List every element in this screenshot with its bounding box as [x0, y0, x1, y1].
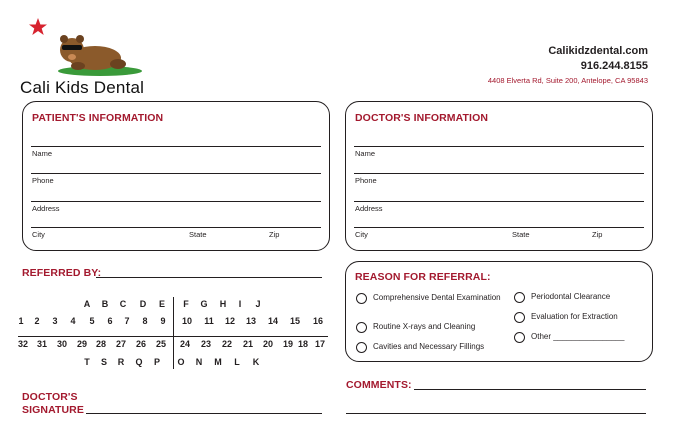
tooth-P[interactable]: P [153, 357, 160, 367]
reason-option[interactable]: Cavities and Necessary Fillings [356, 342, 516, 353]
bear-logo-icon [20, 14, 150, 80]
doctor-zip-label: Zip [592, 230, 603, 239]
tooth-S[interactable]: S [100, 357, 107, 367]
tooth-13[interactable]: 13 [245, 316, 256, 326]
doctor-phone-label: Phone [355, 176, 377, 185]
comments-label: COMMENTS: [346, 379, 412, 391]
radio-icon [356, 322, 367, 333]
doctor-state-label: State [512, 230, 530, 239]
tooth-23[interactable]: 23 [200, 339, 211, 349]
tooth-T[interactable]: T [84, 357, 90, 367]
tooth-M[interactable]: M [214, 357, 222, 367]
tooth-20[interactable]: 20 [262, 339, 273, 349]
tooth-A[interactable]: A [83, 299, 91, 309]
reason-option[interactable]: Comprehensive Dental Examination [356, 293, 516, 304]
tooth-31[interactable]: 31 [36, 339, 47, 349]
signature-field[interactable] [86, 413, 322, 414]
patient-address-label: Address [32, 204, 60, 213]
tooth-28[interactable]: 28 [95, 339, 106, 349]
tooth-I[interactable]: I [238, 299, 242, 309]
tooth-25[interactable]: 25 [155, 339, 166, 349]
signature-label-line1: DOCTOR'S [22, 391, 78, 403]
tooth-N[interactable]: N [195, 357, 203, 367]
reason-option[interactable]: Evaluation for Extraction [514, 312, 649, 323]
patient-address-field[interactable] [31, 227, 321, 228]
website: Calikidzdental.com [548, 45, 648, 57]
tooth-18[interactable]: 18 [297, 339, 308, 349]
tooth-E[interactable]: E [158, 299, 165, 309]
referred-by-field[interactable] [96, 277, 322, 278]
doctor-address-label: Address [355, 204, 383, 213]
phone-number: 916.244.8155 [580, 60, 648, 72]
tooth-5[interactable]: 5 [89, 316, 95, 326]
referred-by-label: REFERRED BY: [22, 267, 102, 279]
tooth-17[interactable]: 17 [314, 339, 325, 349]
tooth-3[interactable]: 3 [52, 316, 58, 326]
tooth-30[interactable]: 30 [56, 339, 67, 349]
doctor-name-label: Name [355, 149, 376, 158]
tooth-1[interactable]: 1 [18, 316, 24, 326]
radio-icon [514, 312, 525, 323]
tooth-6[interactable]: 6 [107, 316, 113, 326]
reason-option[interactable]: Periodontal Clearance [514, 292, 649, 303]
star-icon [29, 18, 47, 35]
tooth-C[interactable]: C [119, 299, 127, 309]
tooth-15[interactable]: 15 [289, 316, 300, 326]
signature-label-line2: SIGNATURE [22, 404, 84, 416]
comments-field-2[interactable] [346, 413, 646, 414]
tooth-L[interactable]: L [234, 357, 240, 367]
patient-phone-field[interactable] [31, 201, 321, 202]
brand-name: Cali Kids Dental [20, 78, 145, 97]
reason-title: REASON FOR REFERRAL: [355, 271, 491, 283]
tooth-8[interactable]: 8 [142, 316, 148, 326]
radio-icon [356, 342, 367, 353]
tooth-F[interactable]: F [183, 299, 189, 309]
tooth-H[interactable]: H [219, 299, 227, 309]
tooth-11[interactable]: 11 [204, 316, 214, 326]
tooth-21[interactable]: 21 [242, 339, 253, 349]
patient-state-label: State [189, 230, 207, 239]
patient-phone-label: Phone [32, 176, 54, 185]
tooth-22[interactable]: 22 [221, 339, 232, 349]
tooth-19[interactable]: 19 [282, 339, 293, 349]
tooth-14[interactable]: 14 [267, 316, 278, 326]
doctor-info-box [345, 101, 653, 251]
doctor-address-field[interactable] [354, 227, 644, 228]
tooth-J[interactable]: J [255, 299, 261, 309]
tooth-27[interactable]: 27 [115, 339, 126, 349]
radio-icon [514, 292, 525, 303]
tooth-29[interactable]: 29 [76, 339, 87, 349]
patient-info-box [22, 101, 330, 251]
patient-zip-label: Zip [269, 230, 280, 239]
tooth-16[interactable]: 16 [312, 316, 323, 326]
tooth-7[interactable]: 7 [124, 316, 130, 326]
tooth-chart-horizontal-divider [18, 336, 328, 337]
tooth-O[interactable]: O [177, 357, 185, 367]
doctor-phone-field[interactable] [354, 201, 644, 202]
reason-option[interactable]: Other ________________ [514, 332, 649, 343]
tooth-26[interactable]: 26 [135, 339, 146, 349]
comments-field[interactable] [414, 389, 646, 390]
tooth-12[interactable]: 12 [224, 316, 235, 326]
reason-option[interactable]: Routine X-rays and Cleaning [356, 322, 516, 333]
tooth-Q[interactable]: Q [135, 357, 143, 367]
patient-city-label: City [32, 230, 45, 239]
tooth-D[interactable]: D [139, 299, 147, 309]
patient-name-label: Name [32, 149, 53, 158]
address: 4408 Elverta Rd, Suite 200, Antelope, CA 95843 [487, 76, 648, 85]
reason-box [345, 261, 653, 362]
tooth-B[interactable]: B [101, 299, 109, 309]
tooth-24[interactable]: 24 [179, 339, 190, 349]
doctor-info-title: DOCTOR'S INFORMATION [355, 112, 489, 124]
doctor-name-field[interactable] [354, 173, 644, 174]
radio-icon [514, 332, 525, 343]
tooth-R[interactable]: R [117, 357, 125, 367]
tooth-32[interactable]: 32 [17, 339, 28, 349]
tooth-10[interactable]: 10 [181, 316, 192, 326]
tooth-G[interactable]: G [200, 299, 208, 309]
tooth-9[interactable]: 9 [160, 316, 166, 326]
tooth-K[interactable]: K [252, 357, 260, 367]
tooth-2[interactable]: 2 [34, 316, 40, 326]
patient-info-title: PATIENT'S INFORMATION [32, 112, 164, 124]
logo [20, 14, 150, 100]
radio-icon [356, 293, 367, 304]
doctor-city-label: City [355, 230, 368, 239]
tooth-4[interactable]: 4 [70, 316, 76, 326]
patient-name-field[interactable] [31, 173, 321, 174]
